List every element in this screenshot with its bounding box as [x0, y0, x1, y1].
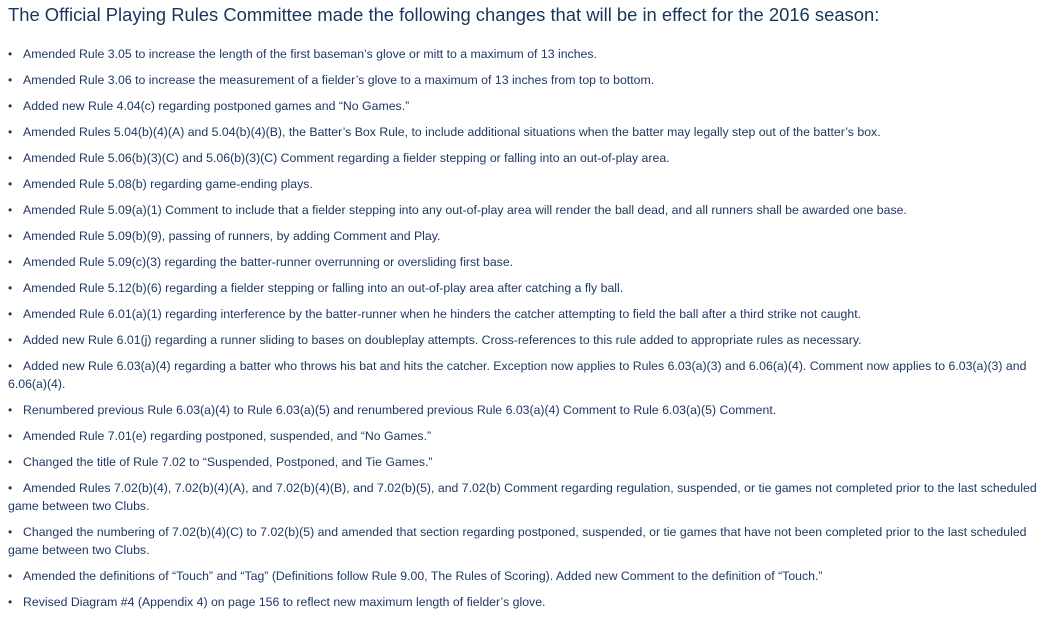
bullet-icon: •: [8, 569, 13, 583]
list-item: [8, 357, 1037, 393]
bullet-icon: •: [8, 151, 13, 165]
list-item: [8, 479, 1037, 515]
list-item-text: Revised Diagram #4 (Appendix 4) on page 156 to reflect new maximum length of fielder’s glove.: [23, 595, 546, 609]
bullet-icon: •: [8, 359, 13, 373]
list-item-text: Changed the numbering of 7.02(b)(4)(C) to 7.02(b)(5) and amended that section regarding postponed, suspended, or tie games that have not been completed prior to the last scheduled game between two Clubs.: [8, 525, 1027, 557]
list-item-text: Amended Rule 3.05 to increase the length of the first baseman’s glove or mitt to a maximum of 13 inches.: [23, 47, 597, 61]
list-item: [8, 305, 1037, 323]
list-item-text: Added new Rule 4.04(c) regarding postponed games and “No Games.”: [23, 99, 410, 113]
list-item-text: Amended Rule 5.06(b)(3)(C) and 5.06(b)(3)(C) Comment regarding a fielder stepping or falling into an out-of-play area.: [23, 151, 670, 165]
list-item: [8, 331, 1037, 349]
list-item: [8, 97, 1037, 115]
bullet-icon: •: [8, 203, 13, 217]
bullet-icon: •: [8, 595, 13, 609]
list-item: [8, 401, 1037, 419]
bullet-icon: •: [8, 255, 13, 269]
list-item-text: Amended Rule 5.12(b)(6) regarding a fielder stepping or falling into an out-of-play area after catching a fly ball.: [23, 281, 624, 295]
list-item: [8, 427, 1037, 445]
list-item-text: Amended Rules 5.04(b)(4)(A) and 5.04(b)(4)(B), the Batter’s Box Rule, to include additional situations when the batter may legally step out of the batter’s box.: [23, 125, 881, 139]
list-item-text: Amended Rule 7.01(e) regarding postponed, suspended, and “No Games.”: [23, 429, 432, 443]
list-item: [8, 227, 1037, 245]
list-item: [8, 71, 1037, 89]
list-item: [8, 453, 1037, 471]
list-item-text: Added new Rule 6.01(j) regarding a runner sliding to bases on doubleplay attempts. Cross-references to this rule added to appropriate rules as necessary.: [23, 333, 862, 347]
list-item-text: Changed the title of Rule 7.02 to “Suspended, Postponed, and Tie Games.”: [23, 455, 433, 469]
list-item: [8, 593, 1037, 611]
bullet-icon: •: [8, 481, 13, 495]
list-item: [8, 279, 1037, 297]
list-item: [8, 175, 1037, 193]
bullet-icon: •: [8, 47, 13, 61]
list-item-text: Amended Rules 7.02(b)(4), 7.02(b)(4)(A), and 7.02(b)(4)(B), and 7.02(b)(5), and 7.02(b) Comment regarding regulation, suspended, or tie games not completed prior to the last scheduled game between two Clubs.: [8, 481, 1037, 513]
list-item: [8, 45, 1037, 63]
bullet-icon: •: [8, 455, 13, 469]
list-item: [8, 567, 1037, 585]
bullet-icon: •: [8, 429, 13, 443]
bullet-icon: •: [8, 281, 13, 295]
list-item-text: Amended Rule 5.09(a)(1) Comment to include that a fielder stepping into any out-of-play area will render the ball dead, and all runners shall be awarded one base.: [23, 203, 907, 217]
list-item-text: Added new Rule 6.03(a)(4) regarding a batter who throws his bat and hits the catcher. Exception now applies to Rules 6.03(a)(3) and 6.06(a)(4). Comment now applies to 6.03(a)(3) and 6.06(a)(4).: [8, 359, 1027, 391]
bullet-icon: •: [8, 229, 13, 243]
bullet-icon: •: [8, 403, 13, 417]
page-title: The Official Playing Rules Committee made the following changes that will be in effect for the 2016 season:: [8, 4, 880, 25]
bullet-icon: •: [8, 73, 13, 87]
list-item: [8, 149, 1037, 167]
bullet-icon: •: [8, 177, 13, 191]
list-item: [8, 253, 1037, 271]
list-item-text: Amended Rule 5.09(c)(3) regarding the batter-runner overrunning or oversliding first base.: [23, 255, 514, 269]
list-item-text: Renumbered previous Rule 6.03(a)(4) to Rule 6.03(a)(5) and renumbered previous Rule 6.03(a)(4) Comment to Rule 6.03(a)(5) Comment.: [23, 403, 777, 417]
bullet-icon: •: [8, 125, 13, 139]
list-item: [8, 123, 1037, 141]
bullet-icon: •: [8, 307, 13, 321]
bullet-icon: •: [8, 525, 13, 539]
list-item: [8, 523, 1037, 559]
bullet-icon: •: [8, 333, 13, 347]
changes-list: [8, 45, 1037, 611]
list-item-text: Amended Rule 6.01(a)(1) regarding interference by the batter-runner when he hinders the catcher attempting to field the ball after a third strike not caught.: [23, 307, 862, 321]
list-item-text: Amended Rule 5.08(b) regarding game-ending plays.: [23, 177, 313, 191]
list-item-text: Amended the definitions of “Touch” and “Tag” (Definitions follow Rule 9.00, The Rules of Scoring). Added new Comment to the definition of “Touch.”: [23, 569, 823, 583]
list-item: [8, 201, 1037, 219]
list-item-text: Amended Rule 3.06 to increase the measurement of a fielder’s glove to a maximum of 13 inches from top to bottom.: [23, 73, 655, 87]
bullet-icon: •: [8, 99, 13, 113]
list-item-text: Amended Rule 5.09(b)(9), passing of runners, by adding Comment and Play.: [23, 229, 441, 243]
